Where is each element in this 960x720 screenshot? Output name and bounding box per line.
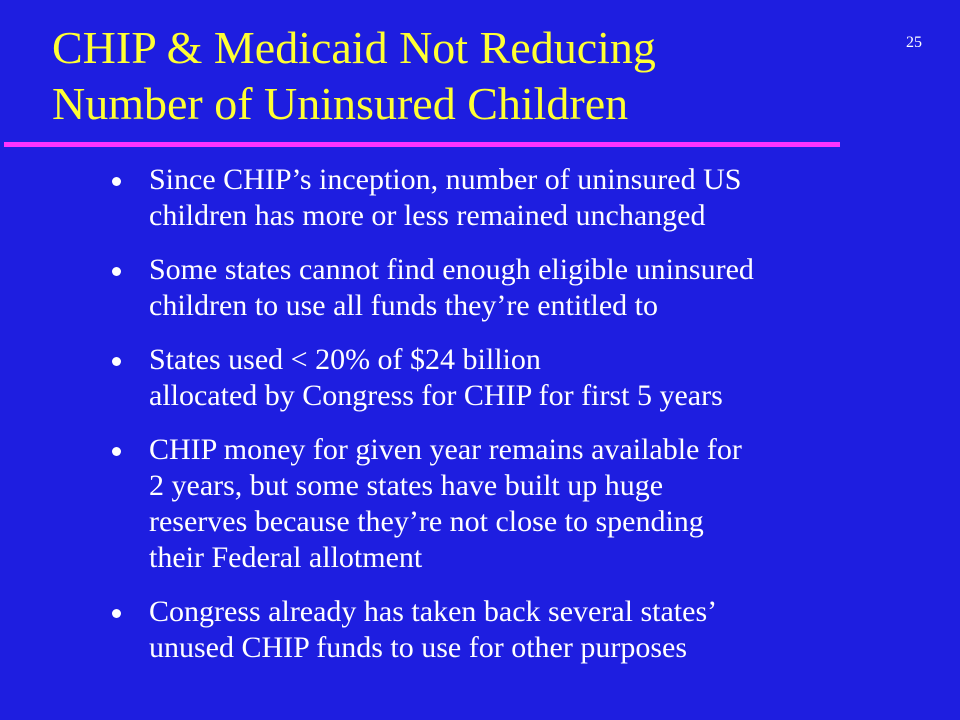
bullet-text <box>149 252 912 324</box>
bullet-dot-icon <box>112 447 121 456</box>
bullet-dot-icon <box>112 357 121 366</box>
bullet-line: States used < 20% of $24 billion <box>149 343 541 376</box>
bullet-dot-icon <box>112 609 121 618</box>
title-line-1: CHIP & Medicaid Not Reducing <box>52 22 656 73</box>
bullet-item <box>112 432 912 576</box>
bullet-dot-icon <box>112 267 121 276</box>
title-line-2: Number of Uninsured Children <box>52 78 629 129</box>
bullet-line: Congress already has taken back several states’ <box>149 595 718 628</box>
bullet-text <box>149 432 912 576</box>
bullet-line: Some states cannot find enough eligible uninsured <box>149 253 754 286</box>
bullet-line: children to use all funds they’re entitled to <box>149 289 659 322</box>
bullet-text <box>149 162 912 234</box>
bullet-line: allocated by Congress for CHIP for first 5 years <box>149 379 723 412</box>
bullet-line: CHIP money for given year remains available for <box>149 433 742 466</box>
bullet-text <box>149 342 912 414</box>
bullet-line: Since CHIP’s inception, number of uninsured US <box>149 163 742 196</box>
bullet-item <box>112 342 912 414</box>
bullet-line: 2 years, but some states have built up huge <box>149 469 664 502</box>
bullet-text <box>149 594 912 666</box>
bullet-dot-icon <box>112 177 121 186</box>
bullet-item <box>112 162 912 234</box>
bullet-line: children has more or less remained unchanged <box>149 199 706 232</box>
slide-number: 25 <box>906 34 922 51</box>
slide-title <box>52 20 832 132</box>
bullet-item <box>112 594 912 666</box>
bullet-list <box>112 162 912 684</box>
title-divider <box>4 142 840 147</box>
bullet-line: unused CHIP funds to use for other purposes <box>149 631 687 664</box>
bullet-line: reserves because they’re not close to spending <box>149 505 704 538</box>
bullet-item <box>112 252 912 324</box>
bullet-line: their Federal allotment <box>149 541 423 574</box>
